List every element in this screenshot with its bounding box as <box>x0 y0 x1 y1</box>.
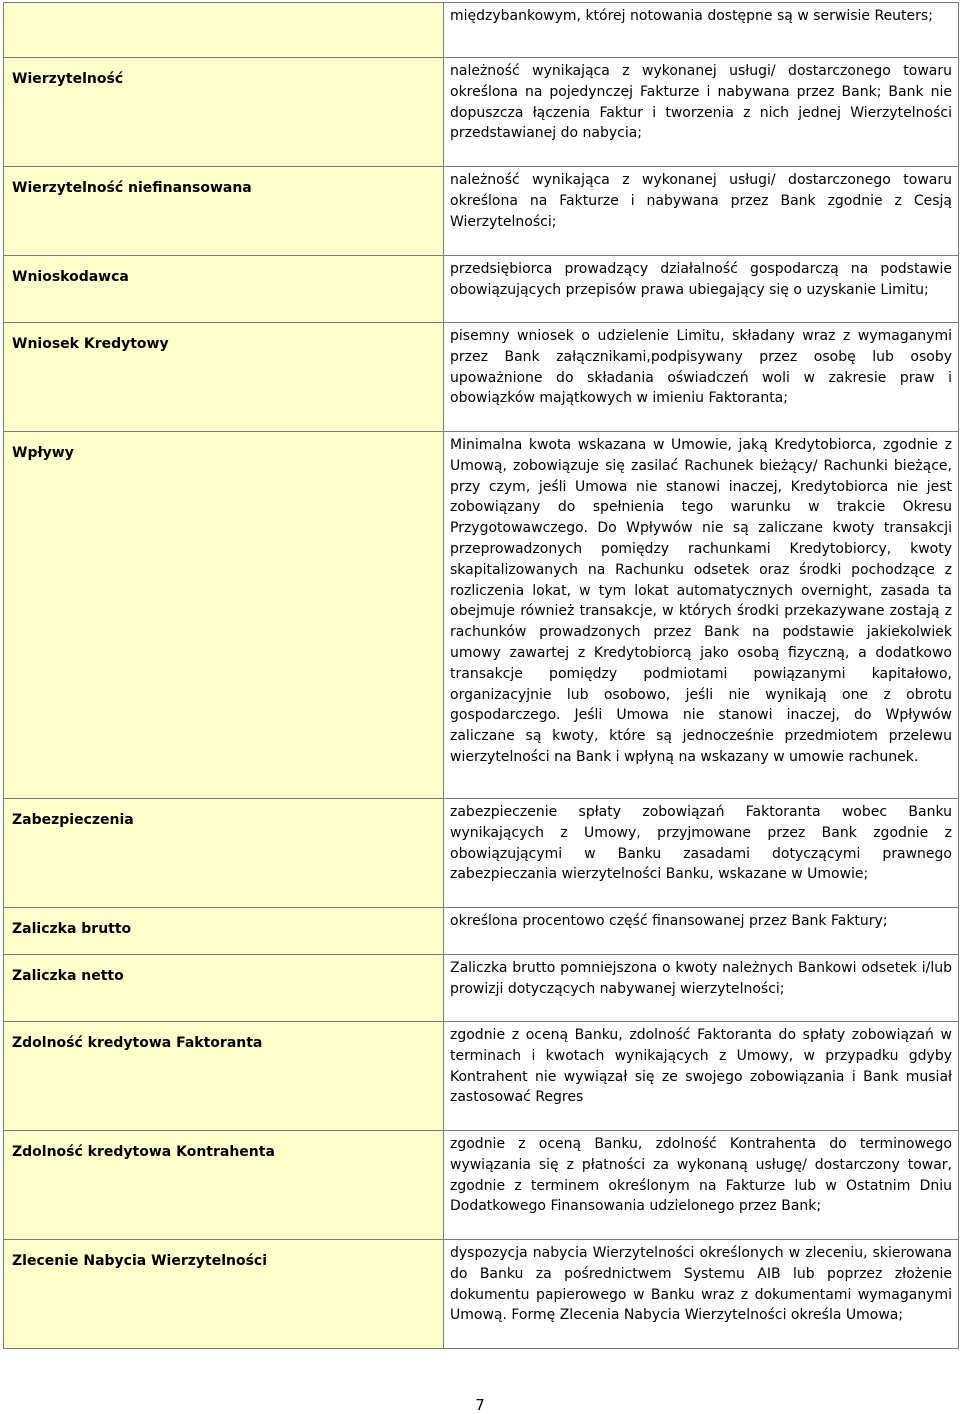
definition-cell: zgodnie z oceną Banku, zdolność Faktoranta do spłaty zobowiązań w terminach i kwotach wynikających z Umowy, w przypadku gdyby Kontrahent nie wywiązał się ze swojego zobowiązania i Bank musiał zastosować Regres <box>444 1022 959 1131</box>
term-cell: Wpływy <box>4 432 444 799</box>
term-cell: Zlecenie Nabycia Wierzytelności <box>4 1240 444 1349</box>
term-cell <box>4 3 444 58</box>
definition-cell: dyspozycja nabycia Wierzytelności określonych w zleceniu, skierowana do Banku za pośrednictwem Systemu AIB lub poprzez złożenie dokumentu papierowego w Banku wraz z dokumentami wymaganymi Umową. Formę Zlecenia Nabycia Wierzytelności określa Umowa; <box>444 1240 959 1349</box>
definition-cell: należność wynikająca z wykonanej usługi/ dostarczonego towaru określona na pojedynczej Fakturze i nabywana przez Bank; Bank nie dopuszcza łączenia Faktur i tworzenia z nich jednej Wierzytelności przedstawianej do nabycia; <box>444 58 959 167</box>
definition-cell: Zaliczka brutto pomniejszona o kwoty należnych Bankowi odsetek i/lub prowizji dotyczących nabywanej wierzytelności; <box>444 955 959 1022</box>
definition-cell: przedsiębiorca prowadzący działalność gospodarczą na podstawie obowiązujących przepisów prawa ubiegający się o uzyskanie Limitu; <box>444 256 959 323</box>
page-number: 7 <box>475 1396 485 1414</box>
glossary-row <box>4 1240 959 1349</box>
glossary-row <box>4 1131 959 1240</box>
glossary-row <box>4 167 959 256</box>
definition-cell: określona procentowo część finansowanej przez Bank Faktury; <box>444 908 959 955</box>
definition-cell: zabezpieczenie spłaty zobowiązań Faktoranta wobec Banku wynikających z Umowy, przyjmowane przez Bank zgodnie z obowiązującymi w Banku zasadami dotyczącymi prawnego zabezpieczania wierzytelności Banku, wskazane w Umowie; <box>444 799 959 908</box>
glossary-row <box>4 432 959 799</box>
glossary-table <box>3 2 959 1349</box>
glossary-row <box>4 799 959 908</box>
definition-cell: należność wynikająca z wykonanej usługi/ dostarczonego towaru określona na Fakturze i nabywana przez Bank zgodnie z Cesją Wierzytelności; <box>444 167 959 256</box>
term-cell: Wnioskodawca <box>4 256 444 323</box>
glossary-row <box>4 908 959 955</box>
term-cell: Wierzytelność niefinansowana <box>4 167 444 256</box>
definition-cell: zgodnie z oceną Banku, zdolność Kontrahenta do terminowego wywiązania się z płatności za wykonaną usługę/ dostarczony towar, zgodnie z terminem określonym na Fakturze lub w Ostatnim Dniu Dodatkowego Finansowania udzielonego przez Bank; <box>444 1131 959 1240</box>
glossary-row <box>4 1022 959 1131</box>
glossary-row <box>4 3 959 58</box>
term-cell: Zdolność kredytowa Faktoranta <box>4 1022 444 1131</box>
glossary-row <box>4 256 959 323</box>
definition-cell: Minimalna kwota wskazana w Umowie, jaką Kredytobiorca, zgodnie z Umową, zobowiązuje się zasilać Rachunek bieżący/ Rachunki bieżące, przy czym, jeśli Umowa nie stanowi inaczej, Kredytobiorca nie jest zobowiązany do spełnienia tego warunku w trakcie Okresu Przygotowawczego. Do Wpływów nie są zaliczane kwoty transakcji przeprowadzonych pomiędzy rachunkami Kredytobiorcy, kwoty skapitalizowanych na Rachunku odsetek oraz środki pochodzące z rozliczenia lokat, w tym lokat automatycznych overnight, zasada ta obejmuje również transakcje, w których środki przekazywane zostają z rachunków prowadzonych przez Bank na podstawie jakiekolwiek umowy zawartej z Kredytobiorcą jako osobą fizyczną, a dodatkowo transakcje pomiędzy podmiotami powiązanymi kapitałowo, organizacyjnie lub osobowo, jeśli nie wynikają one z obrotu gospodarczego. Jeśli Umowa nie stanowi inaczej, do Wpływów zaliczane są kwoty, które są jednocześnie przedmiotem przelewu wierzytelności na Bank i wpłyną na wskazany w umowie rachunek. <box>444 432 959 799</box>
glossary-row <box>4 58 959 167</box>
term-cell: Zaliczka brutto <box>4 908 444 955</box>
definition-cell: międzybankowym, której notowania dostępne są w serwisie Reuters; <box>444 3 959 58</box>
glossary-row <box>4 323 959 432</box>
glossary-row <box>4 955 959 1022</box>
definition-cell: pisemny wniosek o udzielenie Limitu, składany wraz z wymaganymi przez Bank załącznikami,podpisywany przez osobę lub osoby upoważnione do składania oświadczeń woli w zakresie praw i obowiązków majątkowych w imieniu Faktoranta; <box>444 323 959 432</box>
term-cell: Wierzytelność <box>4 58 444 167</box>
term-cell: Zaliczka netto <box>4 955 444 1022</box>
term-cell: Wniosek Kredytowy <box>4 323 444 432</box>
term-cell: Zdolność kredytowa Kontrahenta <box>4 1131 444 1240</box>
term-cell: Zabezpieczenia <box>4 799 444 908</box>
